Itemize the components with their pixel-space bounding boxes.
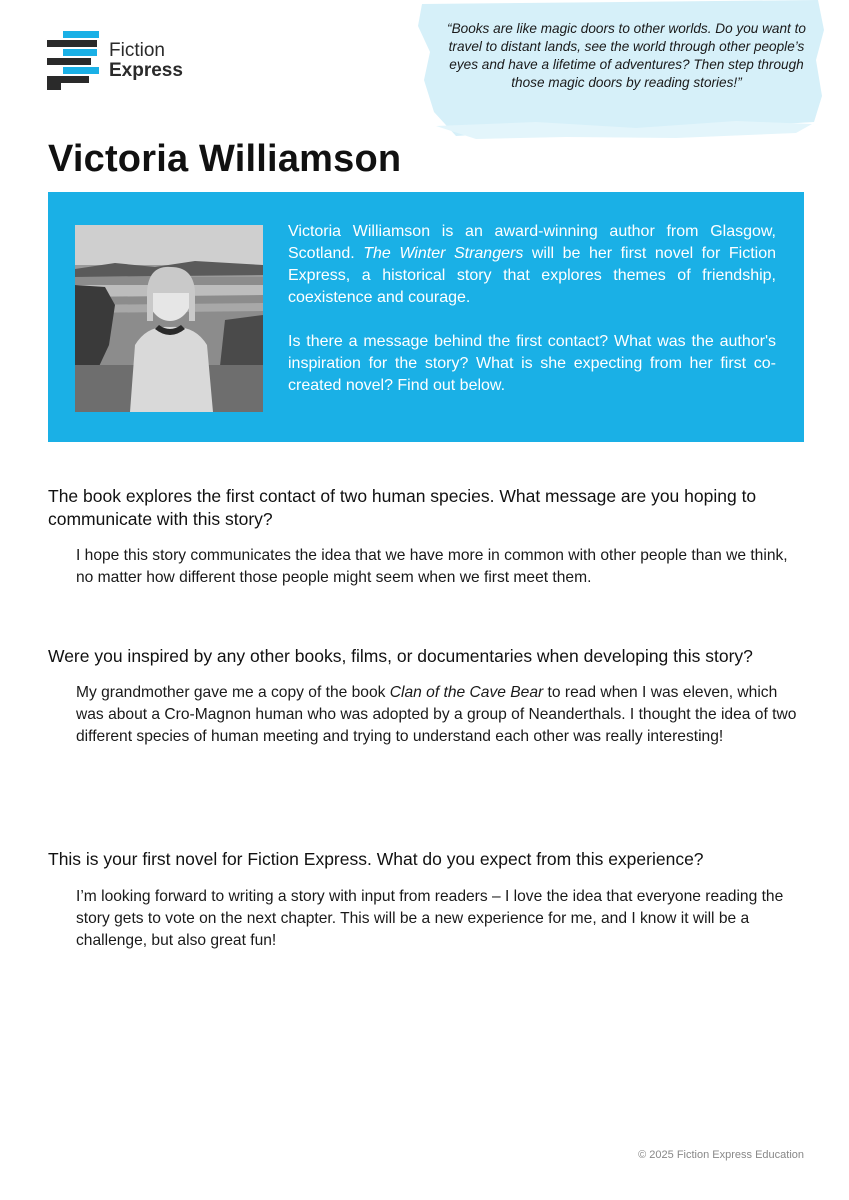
intro-paragraph-2: Is there a message behind the first contact? What was the author's inspiration for the story? What is she expecting from her first co-created novel? Find out below. bbox=[288, 333, 776, 394]
page-title: Victoria Williamson bbox=[48, 138, 402, 180]
answer-text: I’m looking forward to writing a story with input from readers – I love the idea that everyone reading the story gets to vote on the next chapter. This will be a new experience for me, and I know it will be a challenge, but also great fun! bbox=[76, 888, 784, 949]
quote-panel bbox=[416, 0, 826, 140]
copyright-footer: © 2025 Fiction Express Education bbox=[638, 1149, 804, 1161]
answer-text: My grandmother gave me a copy of the book Clan of the Cave Bear to read when I was eleven, which was about a Cro-Magnon human who was adopted by a group of Neanderthals. I thought the idea of two different species of human meeting and trying to understand each other was really interesting! bbox=[76, 684, 797, 745]
intro-text bbox=[288, 221, 776, 419]
intro-box bbox=[48, 192, 804, 442]
qa-item bbox=[48, 645, 808, 745]
question-heading: Were you inspired by any other books, films, or documentaries when developing this story? bbox=[48, 646, 753, 666]
logo-wordmark bbox=[109, 41, 183, 81]
book-title: Clan of the Cave Bear bbox=[389, 684, 544, 701]
logo-bars-icon bbox=[47, 31, 99, 89]
logo-line-2: Express bbox=[109, 60, 183, 81]
qa-item bbox=[48, 485, 808, 586]
question-heading: This is your first novel for Fiction Express. What do you expect from this experience? bbox=[48, 849, 704, 869]
intro-paragraph-1: Victoria Williamson is an award-winning author from Glasgow, Scotland. The Winter Strangers will be her first novel for Fiction Express, a historical story that explores themes of friendship, coexistence and courage. bbox=[288, 223, 777, 306]
question-heading: The book explores the first contact of two human species. What message are you hoping to communicate with this story? bbox=[48, 486, 757, 529]
author-quote: “Books are like magic doors to other worlds. Do you want to travel to distant lands, see the world through other people’s eyes and have a lifetime of adventures? Then step through those magic doors by reading stories!” bbox=[447, 21, 806, 90]
author-photo bbox=[75, 225, 263, 412]
fiction-express-logo[interactable] bbox=[47, 31, 197, 91]
logo-line-1: Fiction bbox=[109, 40, 165, 61]
qa-item bbox=[48, 848, 808, 949]
answer-text: I hope this story communicates the idea that we have more in common with other people than we think, no matter how different those people might seem when we first meet them. bbox=[76, 547, 788, 586]
book-title: The Winter Strangers bbox=[363, 245, 524, 262]
